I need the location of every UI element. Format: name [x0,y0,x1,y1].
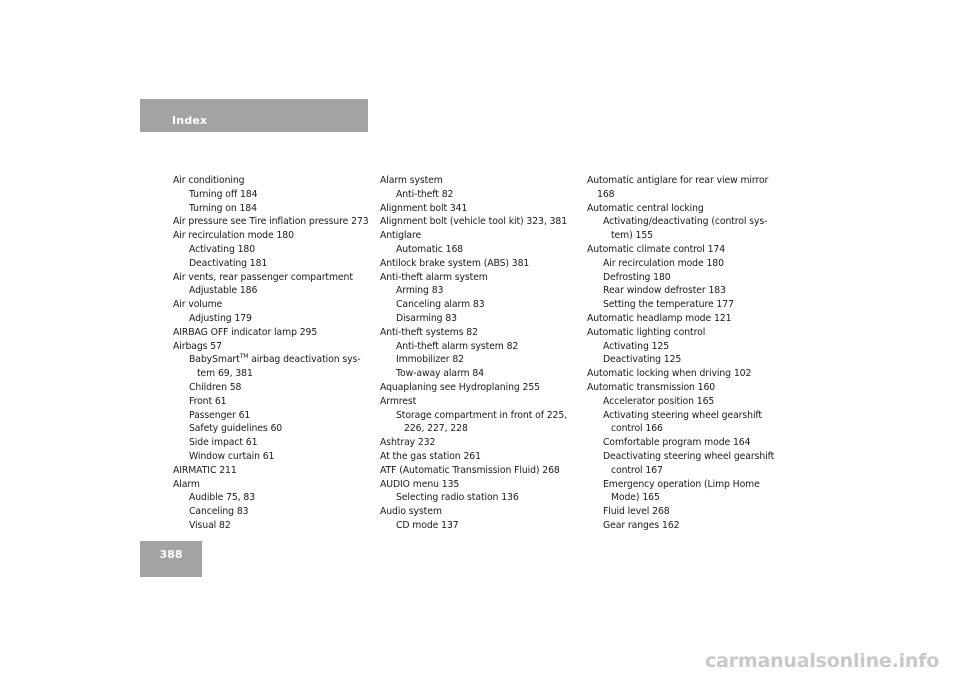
page-number-box [140,541,202,577]
index-entry-text: Air pressure see Tire inflation pressure 273 [173,216,369,228]
index-entry-text: Audible 75, 83 [189,492,256,504]
index-entry [587,519,787,533]
index-entry-text: Rear window defroster 183 [603,285,726,297]
index-entry-text: AIRBAG OFF indicator lamp 295 [173,326,318,338]
index-entry-text: Tow-away alarm 84 [396,368,484,380]
index-entry-text: Setting the temperature 177 [603,299,734,311]
index-entry [173,450,373,464]
index-entry-text: Activating/deactivating (control sys-tem) 155 [603,216,768,242]
index-entry [380,409,580,437]
index-entry-text: Deactivating 125 [603,354,682,366]
index-entry [587,381,787,395]
index-entry-text: Activating steering wheel gearshift control 166 [603,409,762,435]
index-entry [380,505,580,519]
index-entry [380,464,580,478]
index-entry [587,409,787,437]
index-entry-text: Adjustable 186 [189,285,258,297]
index-entry-text: Passenger 61 [189,409,251,421]
index-entry-text: Activating 125 [603,340,670,352]
index-entry [173,215,373,229]
index-entry [380,202,580,216]
index-entry [380,257,580,271]
index-entry-text: Alarm [173,478,200,490]
index-entry [587,395,787,409]
index-entry [587,340,787,354]
index-entry [380,353,580,367]
index-entry [380,312,580,326]
index-entry [380,450,580,464]
index-entry [173,491,373,505]
index-entry-text: Ashtray 232 [380,437,436,449]
index-entry-text: ATF (Automatic Transmission Fluid) 268 [380,464,560,476]
index-entry [380,215,580,229]
index-entry [380,271,580,285]
index-entry-text-cont: airbag deactivation sys-tem 69, 381 [197,354,361,380]
index-entry-text: Automatic climate control 174 [587,243,726,255]
index-entry-text: Airbags 57 [173,340,222,352]
index-entry [173,464,373,478]
index-entry [587,450,787,478]
index-entry-text: Turning off 184 [189,188,258,200]
index-entry-text: Aquaplaning see Hydroplaning 255 [380,381,540,393]
index-entry-text: Defrosting 180 [603,271,671,283]
index-column-3 [587,174,787,533]
index-entry [587,298,787,312]
index-entry [173,340,373,354]
index-entry [173,478,373,492]
index-entry-text: Adjusting 179 [189,312,252,324]
index-entry-text: Safety guidelines 60 [189,423,283,435]
index-entry-text: Storage compartment in front of 225, 226, 227, 228 [396,409,568,435]
index-entry-text: Air volume [173,299,223,311]
index-entry-text: Alignment bolt 341 [380,202,468,214]
index-entry-text: Canceling 83 [189,506,249,518]
index-entry [380,243,580,257]
index-entry-text: Antiglare [380,230,422,242]
index-entry [380,519,580,533]
index-entry-text: Anti-theft 82 [396,188,454,200]
index-entry [173,326,373,340]
index-entry [587,478,787,506]
index-entry [173,395,373,409]
index-entry [173,284,373,298]
index-entry-text: Air conditioning [173,175,245,186]
index-column-1 [173,174,373,533]
index-entry [173,229,373,243]
index-entry-text: Immobilizer 82 [396,354,464,366]
index-entry [587,243,787,257]
index-entry-text: Children 58 [189,381,242,393]
index-entry-text: Arming 83 [396,285,444,297]
index-entry-text: Gear ranges 162 [603,519,680,531]
index-entry [173,202,373,216]
index-entry-text: Alignment bolt (vehicle tool kit) 323, 381 [380,216,568,228]
index-column-2 [380,174,580,533]
header-title: Index [172,114,208,127]
index-entry [173,243,373,257]
index-entry [587,271,787,285]
index-entry [173,422,373,436]
index-entry-text: Selecting radio station 136 [396,492,519,504]
index-entry [587,312,787,326]
index-entry-text: Turning on 184 [189,202,257,214]
index-entry [380,340,580,354]
index-entry [380,284,580,298]
index-entry [380,174,580,188]
index-entry [587,326,787,340]
index-entry-text: Deactivating steering wheel gearshift control 167 [603,450,775,476]
index-entry [173,505,373,519]
index-entry [173,188,373,202]
index-entry [380,188,580,202]
index-entry-text: Fluid level 268 [603,506,670,518]
index-entry-text: Automatic 168 [396,243,464,255]
index-entry-text: CD mode 137 [396,519,459,531]
index-entry [173,257,373,271]
index-entry [587,174,787,202]
index-entry-text: Deactivating 181 [189,257,268,269]
index-entry-text: Air recirculation mode 180 [173,230,294,242]
index-entry [173,353,373,381]
index-entry-text: Emergency operation (Limp Home Mode) 165 [603,478,760,504]
index-entry [173,174,373,188]
index-entry-text: Air recirculation mode 180 [603,257,724,269]
index-entry [587,257,787,271]
index-entry [173,436,373,450]
index-entry-text: At the gas station 261 [380,450,481,462]
index-entry-text: AIRMATIC 211 [173,464,237,476]
index-entry-text: Front 61 [189,395,227,407]
index-entry-text: Comfortable program mode 164 [603,437,751,449]
index-entry-text: Accelerator position 165 [603,395,715,407]
index-entry [173,409,373,423]
index-entry-text: Canceling alarm 83 [396,299,485,311]
index-entry-text: Automatic antiglare for rear view mirror 168 [587,175,769,200]
index-entry-text: Automatic transmission 160 [587,381,716,393]
index-entry [587,505,787,519]
index-entry [173,381,373,395]
page-number: 388 [159,548,183,561]
trademark-superscript: TM [239,353,249,361]
index-entry-text: Activating 180 [189,243,256,255]
index-entry [380,229,580,243]
index-entry [380,367,580,381]
index-entry-text: Visual 82 [189,519,231,531]
index-entry-text: Automatic lighting control [587,326,706,338]
index-entry-text: BabySmart [189,354,240,366]
index-entry-text: Antilock brake system (ABS) 381 [380,257,530,269]
index-entry-text: Automatic central locking [587,202,704,214]
index-entry-text: Automatic headlamp mode 121 [587,312,732,324]
index-entry [380,381,580,395]
index-entry [173,519,373,533]
index-entry-text: Anti-theft alarm system 82 [396,340,519,352]
index-entry [380,491,580,505]
index-entry [587,202,787,216]
index-entry-text: Side impact 61 [189,437,258,449]
index-entry-text: Anti-theft systems 82 [380,326,478,338]
index-entry [587,284,787,298]
index-entry-text: Anti-theft alarm system [380,271,488,283]
index-entry [587,215,787,243]
index-entry [380,395,580,409]
index-entry [380,298,580,312]
index-entry [173,298,373,312]
index-entry [173,271,373,285]
watermark: carmanualsonline.info [705,650,940,672]
index-entry-text: Automatic locking when driving 102 [587,368,752,380]
index-entry [173,312,373,326]
index-entry-text: Armrest [380,395,417,407]
index-entry [587,436,787,450]
index-entry [587,353,787,367]
index-entry-text: AUDIO menu 135 [380,478,460,490]
index-entry [380,436,580,450]
index-entry [380,478,580,492]
index-header-bar [140,99,368,132]
index-entry-text: Audio system [380,506,442,518]
index-entry-text: Disarming 83 [396,312,457,324]
index-entry-text: Alarm system [380,175,443,186]
index-entry-text: Window curtain 61 [189,450,275,462]
index-entry-text: Air vents, rear passenger compartment [173,271,353,283]
index-entry [380,326,580,340]
index-entry [587,367,787,381]
